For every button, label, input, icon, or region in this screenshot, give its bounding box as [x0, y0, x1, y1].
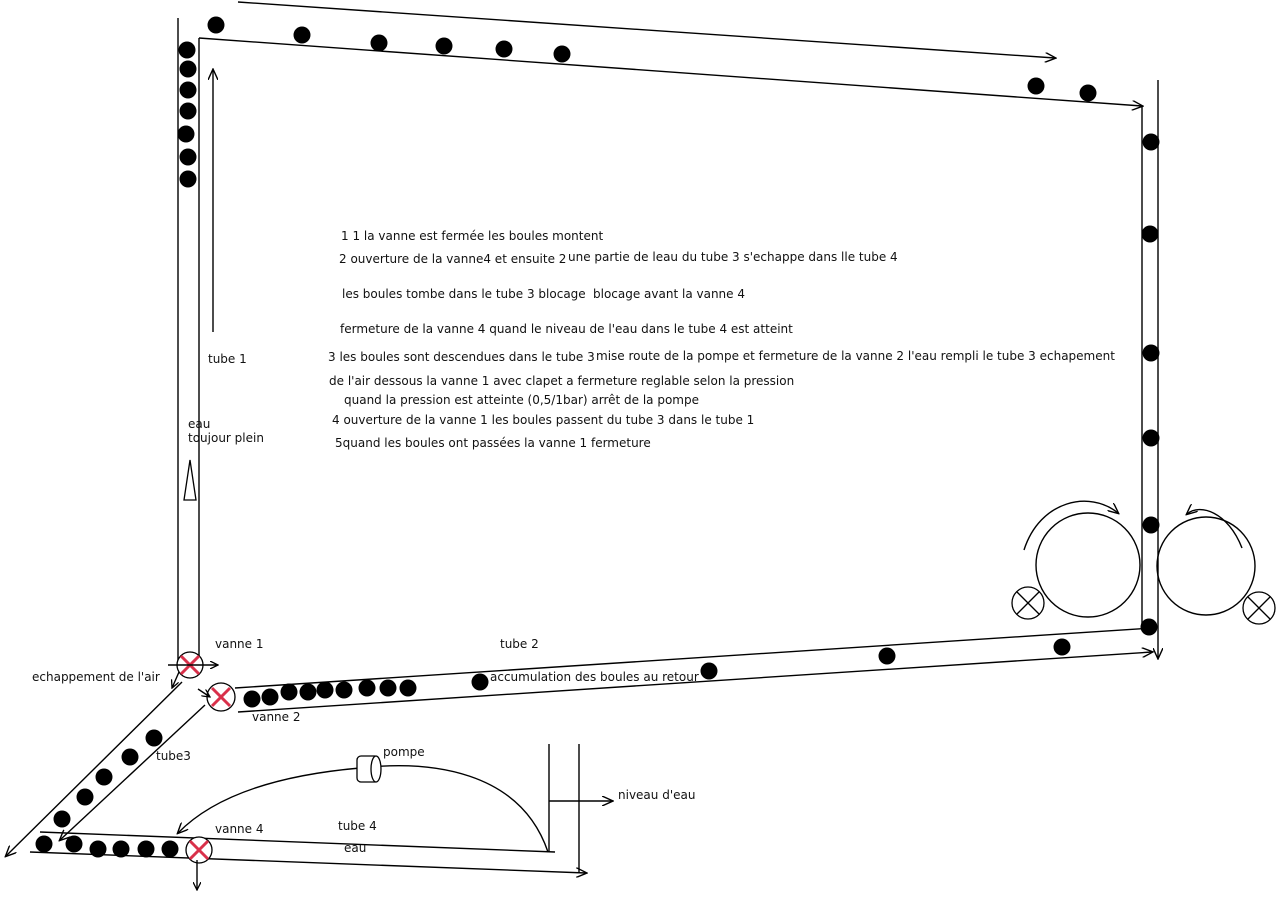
note-3b: blocage avant la vanne 4	[593, 287, 745, 301]
note-6: de l'air dessous la vanne 1 avec clapet a fermeture reglable selon la pression	[329, 374, 795, 388]
right-tube	[1142, 80, 1158, 658]
label-tube2: tube 2	[500, 637, 539, 651]
label-eau: eau	[188, 417, 211, 431]
note-4: fermeture de la vanne 4 quand le niveau de l'eau dans le tube 4 est atteint	[340, 322, 793, 336]
label-tube3: tube3	[156, 749, 191, 763]
note-1: 1 1 la vanne est fermée les boules montent	[341, 229, 604, 243]
label-vanne4: vanne 4	[215, 822, 264, 836]
valve-4[interactable]	[186, 837, 212, 863]
label-vanne1: vanne 1	[215, 637, 264, 651]
label-vanne2: vanne 2	[252, 710, 301, 724]
wheel-icon	[1024, 501, 1255, 617]
valve-2[interactable]	[207, 683, 235, 711]
note-9: 5quand les boules ont passées la vanne 1 fermeture	[335, 436, 651, 450]
note-3: les boules tombe dans le tube 3 blocage	[342, 287, 586, 301]
label-eau-bottom: eau	[344, 841, 367, 855]
pump-icon	[357, 756, 381, 782]
label-echappement: echappement de l'air	[32, 670, 160, 684]
note-8: 4 ouverture de la vanne 1 les boules passent du tube 3 dans le tube 1	[332, 413, 755, 427]
note-2b: une partie de leau du tube 3 s'echappe dans lle tube 4	[568, 250, 898, 264]
note-7: quand la pression est atteinte (0,5/1bar) arrêt de la pompe	[344, 393, 699, 407]
note-5: 3 les boules sont descendues dans le tube 3	[328, 350, 595, 364]
label-toujour-plein: toujour plein	[188, 431, 264, 445]
notes	[328, 229, 1115, 450]
top-tube	[199, 2, 1142, 106]
label-tube4: tube 4	[338, 819, 377, 833]
note-2: 2 ouverture de la vanne4 et ensuite 2	[339, 252, 567, 266]
tube-4	[30, 744, 586, 873]
label-pompe: pompe	[383, 745, 425, 759]
label-tube1: tube 1	[208, 352, 247, 366]
label-accumulation: accumulation des boules au retour	[490, 670, 699, 684]
label-niveau: niveau d'eau	[618, 788, 696, 802]
note-5b: mise route de la pompe et fermeture de la vanne 2 l'eau rempli le tube 3 echapement	[596, 349, 1115, 363]
